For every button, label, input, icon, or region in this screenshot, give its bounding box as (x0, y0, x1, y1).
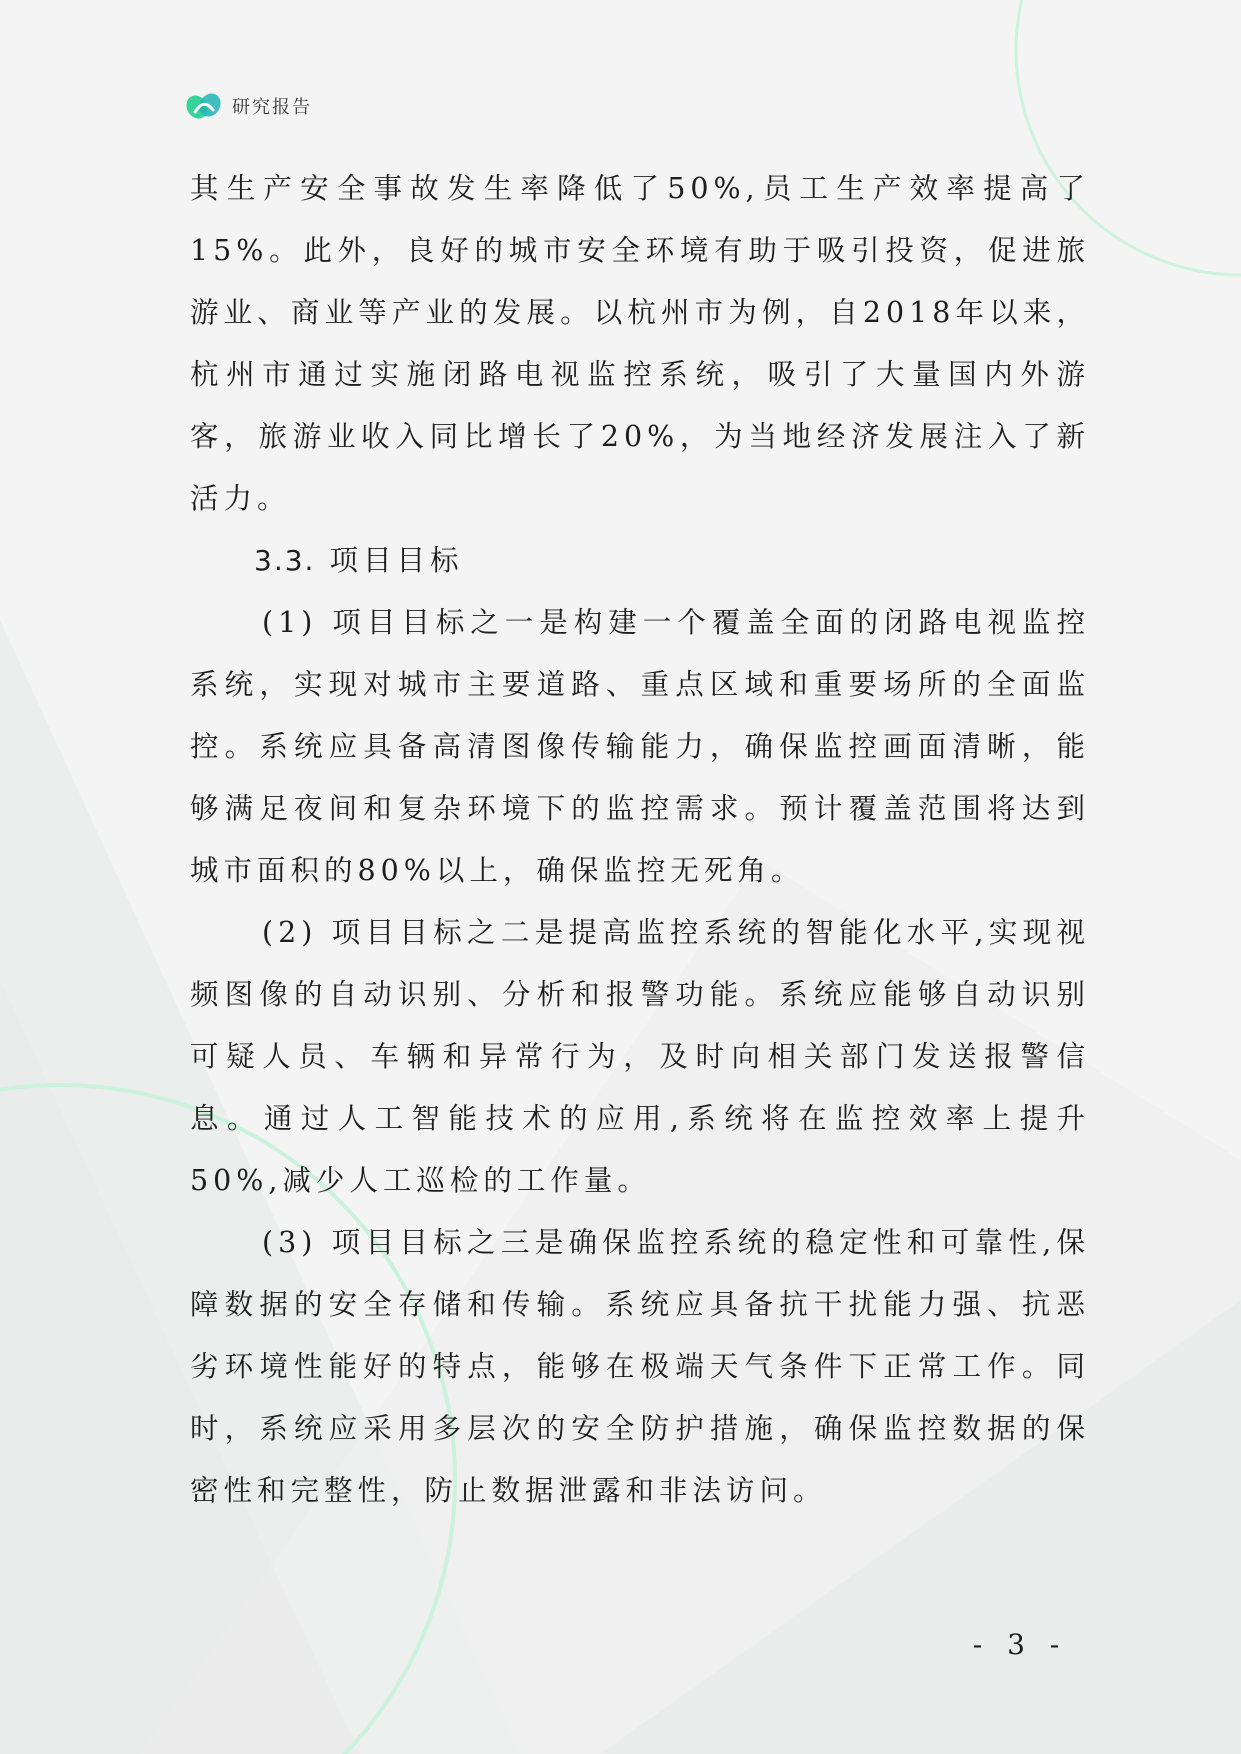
goal-paragraph-2: (2) 项目目标之二是提高监控系统的智能化水平,实现视频图像的自动识别、分析和报警功能。系统应能够自动识别可疑人员、车辆和异常行为，及时向相关部门发送报警信息。通过人工智能技术的应用,系统将在监控效率上提升50%,减少人工巡检的工作量。 (190, 916, 1090, 1197)
document-body (190, 158, 1090, 1522)
section-number: 3.3. (254, 544, 316, 577)
header-title: 研究报告 (232, 97, 312, 118)
brand-leaf-logo-icon (185, 90, 223, 122)
goal-paragraph-1: (1) 项目目标之一是构建一个覆盖全面的闭路电视监控系统，实现对城市主要道路、重点区域和重要场所的全面监控。系统应具备高清图像传输能力，确保监控画面清晰，能够满足夜间和复杂环境下的监控需求。预计覆盖范围将达到城市面积的80%以上，确保监控无死角。 (190, 606, 1090, 887)
section-title: 项目目标 (329, 544, 464, 577)
page-number: - 3 - (972, 1628, 1068, 1661)
goal-paragraph-3: (3) 项目目标之三是确保监控系统的稳定性和可靠性,保障数据的安全存储和传输。系统应具备抗干扰能力强、抗恶劣环境性能好的特点，能够在极端天气条件下正常工作。同时，系统应采用多层次的安全防护措施，确保监控数据的保密性和完整性，防止数据泄露和非法访问。 (190, 1226, 1090, 1507)
intro-paragraph: 其生产安全事故发生率降低了50%,员工生产效率提高了15%。此外，良好的城市安全环境有助于吸引投资，促进旅游业、商业等产业的发展。以杭州市为例，自2018年以来，杭州市通过实施闭路电视监控系统，吸引了大量国内外游客，旅游业收入同比增长了20%，为当地经济发展注入了新活力。 (190, 172, 1090, 515)
page-header (185, 88, 312, 124)
section-heading (190, 530, 1090, 592)
